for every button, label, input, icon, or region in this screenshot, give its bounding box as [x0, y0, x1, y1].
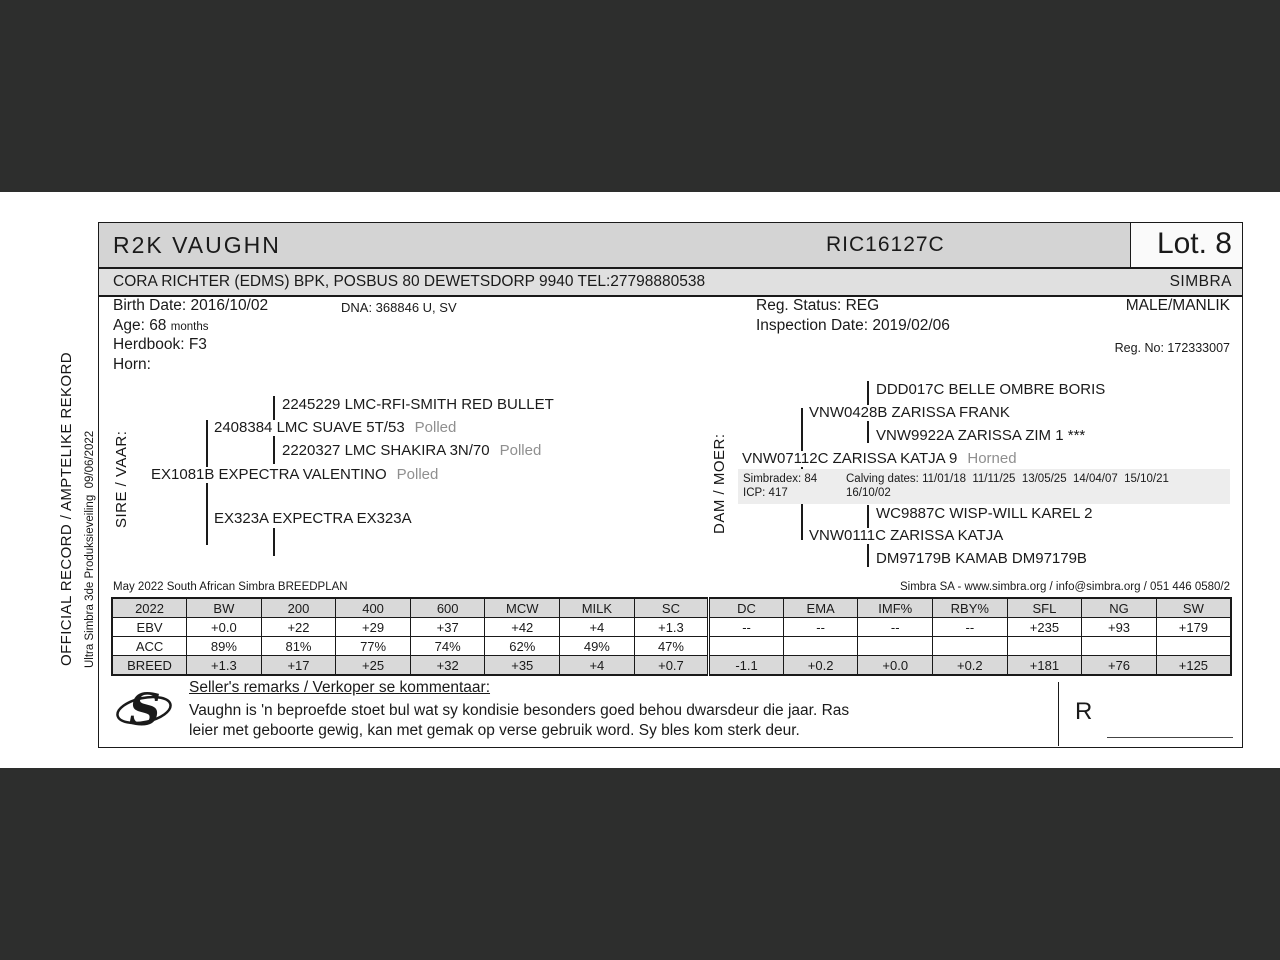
ebv-column-header: 200 — [261, 598, 336, 618]
ebv-cell: -- — [858, 618, 933, 637]
dam-granddam — [876, 428, 1088, 444]
pedigree-connector-line — [801, 504, 803, 540]
acc-cell: 77% — [336, 637, 411, 656]
dam-tree-label: DAM / MOER: — [711, 433, 728, 534]
acc-cell — [1156, 637, 1231, 656]
breed-cell: +0.2 — [783, 656, 858, 676]
ebv-cell: +93 — [1082, 618, 1157, 637]
remarks-line-2: leier met geboorte gewig, kan met gemak op verse gebruik word. Sy bles kom sterk deur. — [189, 722, 800, 739]
breed-cell: +4 — [560, 656, 635, 676]
animal-id-name: EX323A EXPECTRA EX323A — [214, 510, 412, 527]
dam-grandsire — [876, 382, 1108, 398]
sire-of-sire — [214, 420, 459, 436]
sire-tree-label: SIRE / VAAR: — [113, 430, 130, 528]
ebv-column-header: SC — [634, 598, 709, 618]
breed-cell: +181 — [1007, 656, 1082, 676]
polled-tag: Polled — [396, 466, 439, 483]
breed-cell: +0.0 — [858, 656, 933, 676]
row-label: ACC — [112, 637, 187, 656]
sire-grandsire — [282, 397, 557, 413]
simbra-contact-note: Simbra SA - www.simbra.org / info@simbra.org / 051 446 0580/2 — [900, 581, 1230, 593]
animal-id-name: 2245229 LMC-RFI-SMITH RED BULLET — [282, 396, 554, 413]
registration-code: RIC16127C — [826, 233, 945, 256]
dam-dam-dam — [876, 551, 1090, 567]
breed-cell: -1.1 — [709, 656, 784, 676]
animal-id-name: EX1081B EXPECTRA VALENTINO — [151, 466, 387, 483]
pedigree-connector-line — [273, 528, 275, 556]
card-header — [99, 223, 1242, 269]
inspection-date: Inspection Date: 2019/02/06 — [756, 317, 950, 334]
breedplan-note: May 2022 South African Simbra BREEDPLAN — [113, 581, 348, 593]
acc-cell — [858, 637, 933, 656]
official-record-vertical-text: OFFICIAL RECORD / AMPTELIKE REKORD — [58, 352, 75, 666]
ebv-cell: -- — [933, 618, 1008, 637]
calving-date-extra: 16/10/02 — [846, 487, 891, 499]
age-value: Age: 68 — [113, 317, 167, 334]
acc-cell: 89% — [187, 637, 262, 656]
row-label: EBV — [112, 618, 187, 637]
breed-cell: +0.7 — [634, 656, 709, 676]
breed-cell: +1.3 — [187, 656, 262, 676]
ebv-column-header: SW — [1156, 598, 1231, 618]
animal-id-name: VNW0111C ZARISSA KATJA — [809, 527, 1004, 544]
sire-granddam — [282, 443, 544, 459]
breed-cell: +35 — [485, 656, 560, 676]
breed-avg-row — [112, 656, 1231, 676]
price-box — [1058, 682, 1243, 746]
breed-cell: +32 — [410, 656, 485, 676]
ebv-column-header: DC — [709, 598, 784, 618]
ebv-cell: +4 — [560, 618, 635, 637]
ebv-column-header: BW — [187, 598, 262, 618]
acc-cell — [933, 637, 1008, 656]
logo-letter: S — [129, 685, 161, 736]
polled-tag: Polled — [499, 442, 542, 459]
ebv-cell: +22 — [261, 618, 336, 637]
breed-cell: +25 — [336, 656, 411, 676]
birth-date: Birth Date: 2016/10/02 — [113, 297, 269, 314]
sire-subject — [151, 467, 441, 483]
ebv-column-header: 2022 — [112, 598, 187, 618]
reg-no: Reg. No: 172333007 — [1114, 341, 1230, 355]
age-unit: months — [170, 321, 209, 333]
animal-id-name: VNW0428B ZARISSA FRANK — [809, 404, 1010, 421]
remarks-line-1: Vaughn is 'n beproefde stoet bul wat sy kondisie besonders goed behou dwarsdeur die jaar. Ras — [189, 702, 850, 719]
dam-of-dam — [809, 528, 1006, 544]
acc-cell — [1007, 637, 1082, 656]
horned-tag: Horned — [967, 450, 1017, 467]
lot-number: Lot. 8 — [1156, 227, 1232, 260]
dam-dam-sire — [876, 506, 1095, 522]
acc-cell: 74% — [410, 637, 485, 656]
animal-id-name: 2408384 LMC SUAVE 5T/53 — [214, 419, 405, 436]
horn-label: Horn: — [113, 356, 151, 373]
acc-cell: 81% — [261, 637, 336, 656]
animal-id-name: 2220327 LMC SHAKIRA 3N/70 — [282, 442, 490, 459]
animal-id-name: DM97179B KAMAB DM97179B — [876, 550, 1087, 567]
ebv-cell: +1.3 — [634, 618, 709, 637]
breed-cell: +0.2 — [933, 656, 1008, 676]
animal-id-name: DDD017C BELLE OMBRE BORIS — [876, 381, 1106, 398]
animal-id-name: VNW07112C ZARISSA KATJA 9 — [742, 450, 958, 467]
acc-cell — [1082, 637, 1157, 656]
ebv-table — [111, 597, 1232, 676]
ebv-cell: +29 — [336, 618, 411, 637]
simbradex-value: Simbradex: 84 — [743, 473, 818, 485]
ebv-column-header: SFL — [1007, 598, 1082, 618]
reg-status: Reg. Status: REG — [756, 297, 880, 314]
breed-name: SIMBRA — [1169, 273, 1232, 290]
icp-value: ICP: 417 — [743, 487, 788, 499]
ebv-column-header: MCW — [485, 598, 560, 618]
acc-cell: 62% — [485, 637, 560, 656]
owner-contact-line: CORA RICHTER (EDMS) BPK, POSBUS 80 DEWETSDORP 9940 TEL:27798880538 — [113, 273, 706, 290]
ebv-cell: +0.0 — [187, 618, 262, 637]
dna-info: DNA: 368846 U, SV — [341, 300, 457, 315]
dam-of-sire — [214, 511, 415, 527]
herdbook: Herdbook: F3 — [113, 336, 207, 353]
top-dark-band — [0, 0, 1280, 192]
ebv-column-header: NG — [1082, 598, 1157, 618]
ebv-row — [112, 618, 1231, 637]
remarks-heading: Seller's remarks / Verkoper se kommentaar: — [189, 679, 491, 696]
ebv-column-header: RBY% — [933, 598, 1008, 618]
ebv-cell: -- — [783, 618, 858, 637]
animal-id-name: VNW9922A ZARISSA ZIM 1 *** — [876, 427, 1086, 444]
calving-dates: Calving dates: 11/01/18 11/11/25 13/05/25 14/04/07 15/10/21 — [846, 473, 1169, 485]
catalog-card — [98, 222, 1243, 748]
acc-cell — [783, 637, 858, 656]
breed-cell: +76 — [1082, 656, 1157, 676]
lot-number-box — [1130, 223, 1242, 267]
acc-cell: 49% — [560, 637, 635, 656]
animal-id-name: WC9887C WISP-WILL KAREL 2 — [876, 505, 1093, 522]
ebv-cell: +37 — [410, 618, 485, 637]
ebv-column-header: 400 — [336, 598, 411, 618]
acc-row — [112, 637, 1231, 656]
ebv-cell: -- — [709, 618, 784, 637]
dam-breeding-info-box — [738, 469, 1230, 504]
ebv-cell: +235 — [1007, 618, 1082, 637]
owner-row — [99, 269, 1242, 297]
age — [113, 317, 208, 336]
polled-tag: Polled — [414, 419, 457, 436]
ebv-column-header: 600 — [410, 598, 485, 618]
row-label: BREED — [112, 656, 187, 676]
ebv-column-header: IMF% — [858, 598, 933, 618]
breed-cell: +125 — [1156, 656, 1231, 676]
acc-cell — [709, 637, 784, 656]
animal-name: R2K VAUGHN — [113, 232, 281, 258]
acc-cell: 47% — [634, 637, 709, 656]
sex-label: MALE/MANLIK — [1125, 297, 1230, 314]
dam-subject — [742, 451, 1020, 467]
ebv-cell: +179 — [1156, 618, 1231, 637]
simbra-s-logo-icon — [111, 681, 177, 737]
sire-of-dam — [809, 405, 1013, 421]
sale-event-vertical-text: Ultra Simbra 3de Produksieveiling 09/06/2022 — [84, 430, 96, 668]
price-currency-label: R — [1075, 698, 1093, 725]
ebv-table-header-row — [112, 598, 1231, 618]
ebv-cell: +42 — [485, 618, 560, 637]
bottom-dark-band — [0, 768, 1280, 960]
ebv-column-header: EMA — [783, 598, 858, 618]
price-blank-line — [1107, 737, 1233, 738]
breed-cell: +17 — [261, 656, 336, 676]
ebv-column-header: MILK — [560, 598, 635, 618]
